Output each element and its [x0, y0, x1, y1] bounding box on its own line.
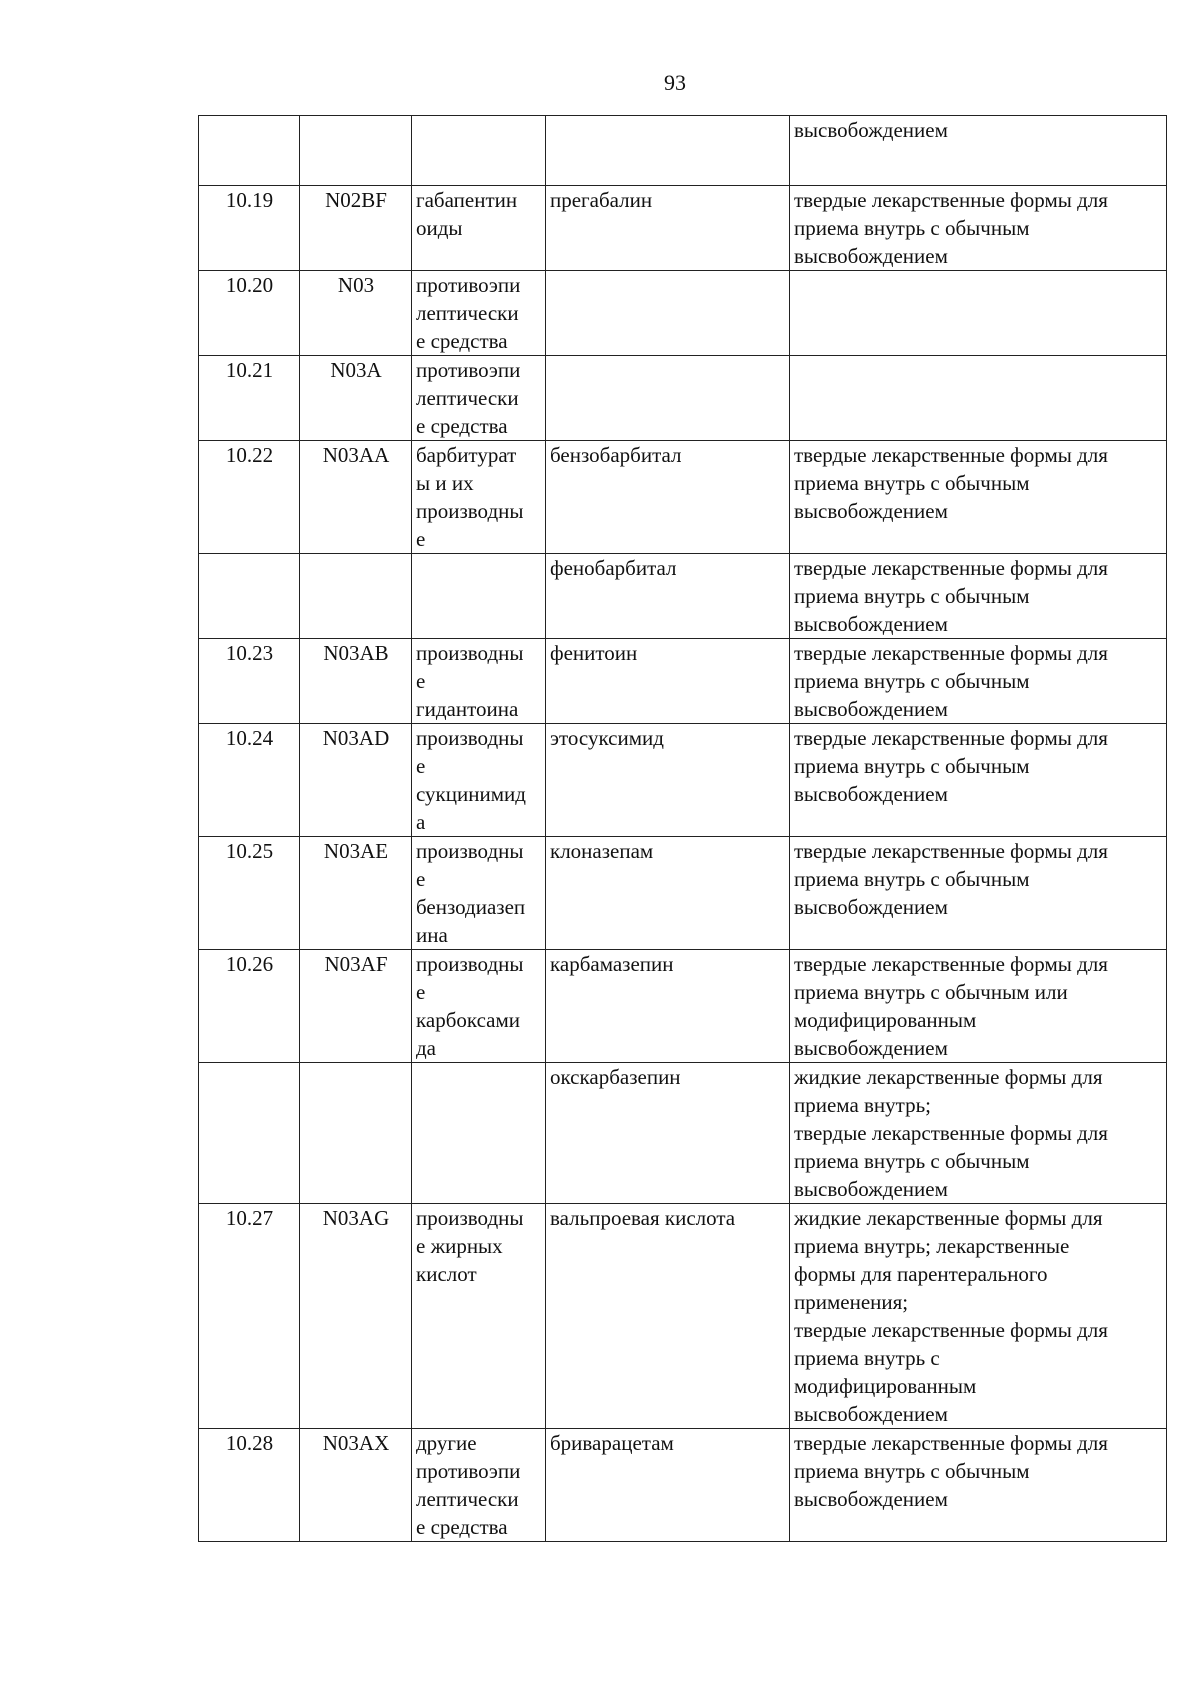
table-row [199, 950, 1167, 1063]
atc-code-cell [300, 1063, 412, 1204]
atc-code-cell [300, 116, 412, 186]
drug-name-cell: бриварацетам [546, 1429, 790, 1542]
row-number-cell: 10.21 [199, 356, 300, 441]
table-row [199, 271, 1167, 356]
table-row [199, 1063, 1167, 1204]
table-row [199, 1429, 1167, 1542]
drug-name-cell: фенитоин [546, 639, 790, 724]
atc-code-cell [300, 554, 412, 639]
dosage-forms-cell [790, 356, 1167, 441]
table-row [199, 554, 1167, 639]
drug-name-cell: окскарбазепин [546, 1063, 790, 1204]
group-name-cell: другие противоэпи лептически е средства [412, 1429, 546, 1542]
atc-code-cell: N03AA [300, 441, 412, 554]
table-row [199, 116, 1167, 186]
atc-code-cell: N03AF [300, 950, 412, 1063]
dosage-forms-cell: твердые лекарственные формы для приема внутрь с обычным высвобождением [790, 441, 1167, 554]
row-number-cell: 10.28 [199, 1429, 300, 1542]
atc-code-cell: N03AE [300, 837, 412, 950]
row-number-cell [199, 554, 300, 639]
atc-code-cell: N03AD [300, 724, 412, 837]
group-name-cell: противоэпи лептически е средства [412, 271, 546, 356]
table-row [199, 186, 1167, 271]
drug-name-cell: фенобарбитал [546, 554, 790, 639]
dosage-forms-cell: твердые лекарственные формы для приема внутрь с обычным высвобождением [790, 1429, 1167, 1542]
dosage-forms-cell: твердые лекарственные формы для приема внутрь с обычным высвобождением [790, 724, 1167, 837]
group-name-cell [412, 116, 546, 186]
table-row [199, 356, 1167, 441]
row-number-cell: 10.26 [199, 950, 300, 1063]
group-name-cell: производны е карбоксами да [412, 950, 546, 1063]
drug-name-cell: прегабалин [546, 186, 790, 271]
table-row [199, 639, 1167, 724]
dosage-forms-cell: жидкие лекарственные формы для приема внутрь; лекарственные формы для парентерального применения; твердые лекарственные формы для приема внутрь с модифицированным высвобождением [790, 1204, 1167, 1429]
group-name-cell [412, 554, 546, 639]
row-number-cell: 10.27 [199, 1204, 300, 1429]
dosage-forms-cell: твердые лекарственные формы для приема внутрь с обычным высвобождением [790, 554, 1167, 639]
row-number-cell: 10.22 [199, 441, 300, 554]
dosage-forms-cell: твердые лекарственные формы для приема внутрь с обычным высвобождением [790, 639, 1167, 724]
table-row [199, 441, 1167, 554]
group-name-cell: габапентин оиды [412, 186, 546, 271]
table-row [199, 1204, 1167, 1429]
atc-code-cell: N03AB [300, 639, 412, 724]
group-name-cell: производны е гидантоина [412, 639, 546, 724]
group-name-cell [412, 1063, 546, 1204]
group-name-cell: противоэпи лептически е средства [412, 356, 546, 441]
row-number-cell [199, 1063, 300, 1204]
dosage-forms-cell: высвобождением [790, 116, 1167, 186]
drug-name-cell [546, 356, 790, 441]
row-number-cell: 10.24 [199, 724, 300, 837]
row-number-cell: 10.20 [199, 271, 300, 356]
dosage-forms-cell: жидкие лекарственные формы для приема внутрь; твердые лекарственные формы для приема внутрь с обычным высвобождением [790, 1063, 1167, 1204]
atc-code-cell: N03A [300, 356, 412, 441]
group-name-cell: производны е бензодиазеп ина [412, 837, 546, 950]
drug-name-cell: вальпроевая кислота [546, 1204, 790, 1429]
drug-name-cell [546, 271, 790, 356]
group-name-cell: производны е сукцинимид а [412, 724, 546, 837]
group-name-cell: производны е жирных кислот [412, 1204, 546, 1429]
drug-name-cell: клоназепам [546, 837, 790, 950]
atc-code-cell: N03 [300, 271, 412, 356]
table-row [199, 724, 1167, 837]
drug-name-cell [546, 116, 790, 186]
dosage-forms-cell: твердые лекарственные формы для приема внутрь с обычным высвобождением [790, 186, 1167, 271]
table-row [199, 837, 1167, 950]
drug-name-cell: бензобарбитал [546, 441, 790, 554]
dosage-forms-cell: твердые лекарственные формы для приема внутрь с обычным или модифицированным высвобождением [790, 950, 1167, 1063]
group-name-cell: барбитурат ы и их производны е [412, 441, 546, 554]
dosage-forms-cell: твердые лекарственные формы для приема внутрь с обычным высвобождением [790, 837, 1167, 950]
atc-code-cell: N02BF [300, 186, 412, 271]
row-number-cell: 10.19 [199, 186, 300, 271]
row-number-cell: 10.23 [199, 639, 300, 724]
drug-name-cell: карбамазепин [546, 950, 790, 1063]
page-number: 93 [664, 70, 686, 95]
row-number-cell [199, 116, 300, 186]
drug-table [198, 115, 1167, 1542]
row-number-cell: 10.25 [199, 837, 300, 950]
dosage-forms-cell [790, 271, 1167, 356]
atc-code-cell: N03AX [300, 1429, 412, 1542]
atc-code-cell: N03AG [300, 1204, 412, 1429]
drug-name-cell: этосуксимид [546, 724, 790, 837]
